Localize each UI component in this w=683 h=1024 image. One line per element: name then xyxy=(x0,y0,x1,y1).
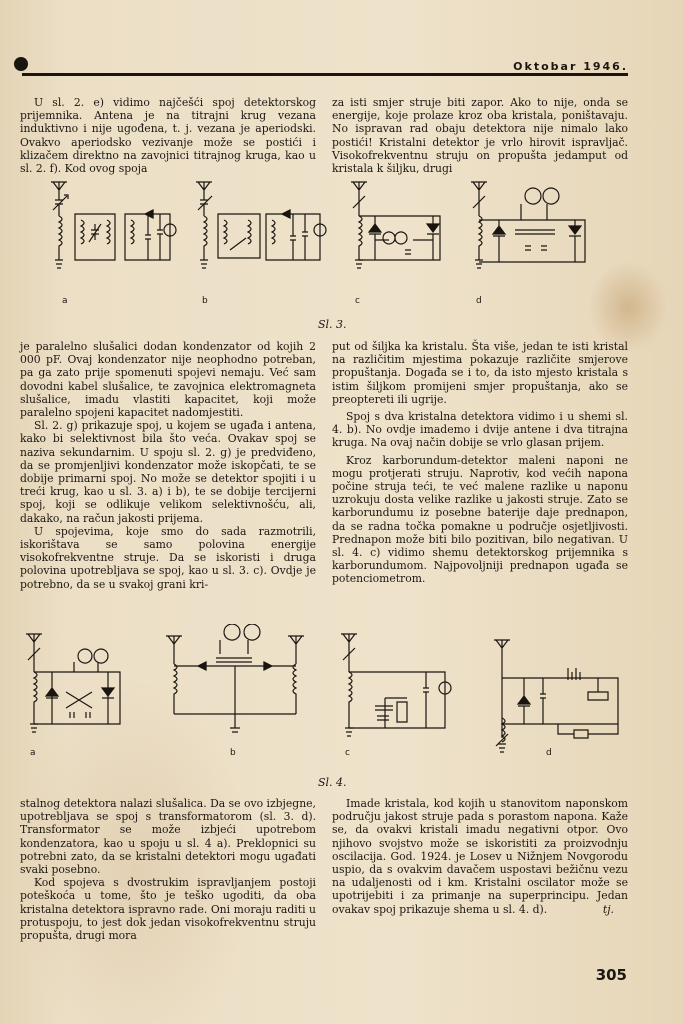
figure-3-circuit-d xyxy=(465,180,595,280)
paragraph: za isti smjer struje biti zapor. Ako to nije, onda se energije, koje prolaze kroz oba kristala, poništavaju. No ispravan rad obaju detektora nije nimalo lako postići! Kristalni detektor je vrlo hirovit ispravljač. Visokofrekventnu struju on propušta jedamput od kristala k šiljku, drugi xyxy=(332,96,628,176)
text-middle-right xyxy=(332,340,628,586)
figure-label: c xyxy=(345,748,350,758)
paragraph: Sl. 2. g) prikazuje spoj, u kojem se ugađa i antena, kako bi selektivnost bila što veća. Ovakav spoj se naziva sekundarnim. U spoju sl. 2. g) je predviđeno, da se promjenljivi kondenzator može iskopčati, te se dobije primarni spoj. No može se detektor spojiti i u treći krug, kao u sl. 3. a) i b), te se dobije tercijerni spoj, koji se odlikuje velikom selektivnošću, ali, dakako, na račun jakosti prijema. xyxy=(20,419,316,525)
figure-label: a xyxy=(30,748,36,758)
header-rule xyxy=(22,73,628,76)
page-number: 305 xyxy=(595,966,627,984)
paragraph: Kroz karborundum-detektor maleni naponi ne mogu protjerati struju. Naprotiv, kod većih napona počine struja teći, te već malene razlike u naponu uzrokuju dosta velike razlike u jakosti struje. Zato se karborundumu iz posebne baterije daje prednapon, da se radna točka pomakne u područje osjetljivosti. Prednapon može biti bilo pozitivan, bilo negativan. U sl. 4. c) vidimo shemu detektorskog prijemnika s karborundumom. Najpovoljniji prednapon ugađa se potenciometrom. xyxy=(332,453,628,586)
figure-3-circuit-b xyxy=(190,180,330,280)
paragraph: je paralelno slušalici dodan kondenzator od kojih 2 000 pF. Ovaj kondenzator nije neophodno potreban, pa ga zato prije spomenuti spojevi nemaju. Već sam dovodni kabel slušalice, te zavojnica elektromagneta slušalice, imadu vlastiti kapacitet, koji može paralelno spojeni kapacitet nadomjestiti. xyxy=(20,340,316,420)
paragraph: U spojevima, koje smo do sada razmotrili, iskorištava se samo polovina energije visokofrekventne struje. Da se iskoristi i druga polovina upotrebljava se spoj, kao u sl. 3. c). Ovdje je potrebno, da se u svakoj grani kri- xyxy=(20,524,316,591)
paragraph: Spoj s dva kristalna detektora vidimo i u shemi sl. 4. b). No ovdje imademo i dvije antene i dva titrajna kruga. Na ovaj način dobije se vrlo glasan prijem. xyxy=(332,410,628,450)
figure-4-circuit-d xyxy=(488,638,628,758)
text-bottom-left xyxy=(20,797,316,942)
text-top-right xyxy=(332,96,628,175)
figure-label: d xyxy=(476,296,482,306)
text-top-left xyxy=(20,96,316,175)
header-date: Oktobar 1946. xyxy=(513,60,628,73)
figure-4-caption: Sl. 4. xyxy=(318,776,347,789)
figure-3-circuit-a xyxy=(45,180,185,280)
text-bottom-right xyxy=(332,797,628,916)
figure-label: a xyxy=(62,296,68,306)
header-bullet xyxy=(14,57,28,71)
figure-3-circuit-c xyxy=(345,180,455,280)
figure-label: c xyxy=(355,296,360,306)
figure-4-circuit-c xyxy=(335,632,455,742)
figure-4-circuit-a xyxy=(20,632,135,742)
text-middle-left xyxy=(20,340,316,591)
paragraph: Imade kristala, kod kojih u stanovitom naponskom području jakost struje pada s porastom napona. Kaže se, da ovakvi kristali imadu negativni otpor. Ovo njihovo svojstvo može se iskoristiti za proizvodnju oscilacija. God. 1924. je Losev u Nižnjem Novgorodu uspio, da s ovakvim davačem uspostavi bežičnu vezu na udaljenosti od i km. Kristalni oscilator može se upotrijebiti i za primanje na superprincipu. Jedan ovakav spoj prikazuje shema u sl. 4. d). xyxy=(332,797,628,916)
paragraph: Kod spojeva s dvostrukim ispravljanjem postoji poteškoća u tome, što je teško ugoditi, da oba kristalna detektora ispravno rade. Oni moraju raditi u protuspoju, to jest dok jedan visokofrekventnu struju propušta, drugi mora xyxy=(20,876,316,943)
figure-3-caption: Sl. 3. xyxy=(318,318,347,331)
paragraph: U sl. 2. e) vidimo najčešći spoj detektorskog prijemnika. Antena je na titrajni krug vezana induktivno i nije ugođena, t. j. vezana je aperiodski. Ovakvo aperiodsko vezivanje može se postići i klizačem direktno na zavojnici titrajnog kruga, kao u sl. 2. f). Kod ovog spoja xyxy=(20,96,316,176)
figure-label: b xyxy=(202,296,208,306)
paragraph: stalnog detektora nalazi slušalica. Da se ovo izbjegne, upotrebljava se spoj s transformatorom (sl. 3. d). Transformator se može izbjeći upotrebom kondenzatora, kao u spoju u sl. 4 a). Preklopnici su potrebni zato, da se kristalni detektori mogu ugađati svaki posebno. xyxy=(20,797,316,877)
figure-label: b xyxy=(230,748,236,758)
figure-4-circuit-b xyxy=(160,624,310,744)
author-signature: tj. xyxy=(602,902,614,916)
figure-label: d xyxy=(546,748,552,758)
paragraph: put od šiljka ka kristalu. Šta više, jedan te isti kristal na različitim mjestima pokazuje različite smjerove propuštanja. Događa se i to, da isto mjesto kristala s istim šiljkom promijeni smjer propuštanja, ako se preoptereti ili ugrije. xyxy=(332,340,628,406)
